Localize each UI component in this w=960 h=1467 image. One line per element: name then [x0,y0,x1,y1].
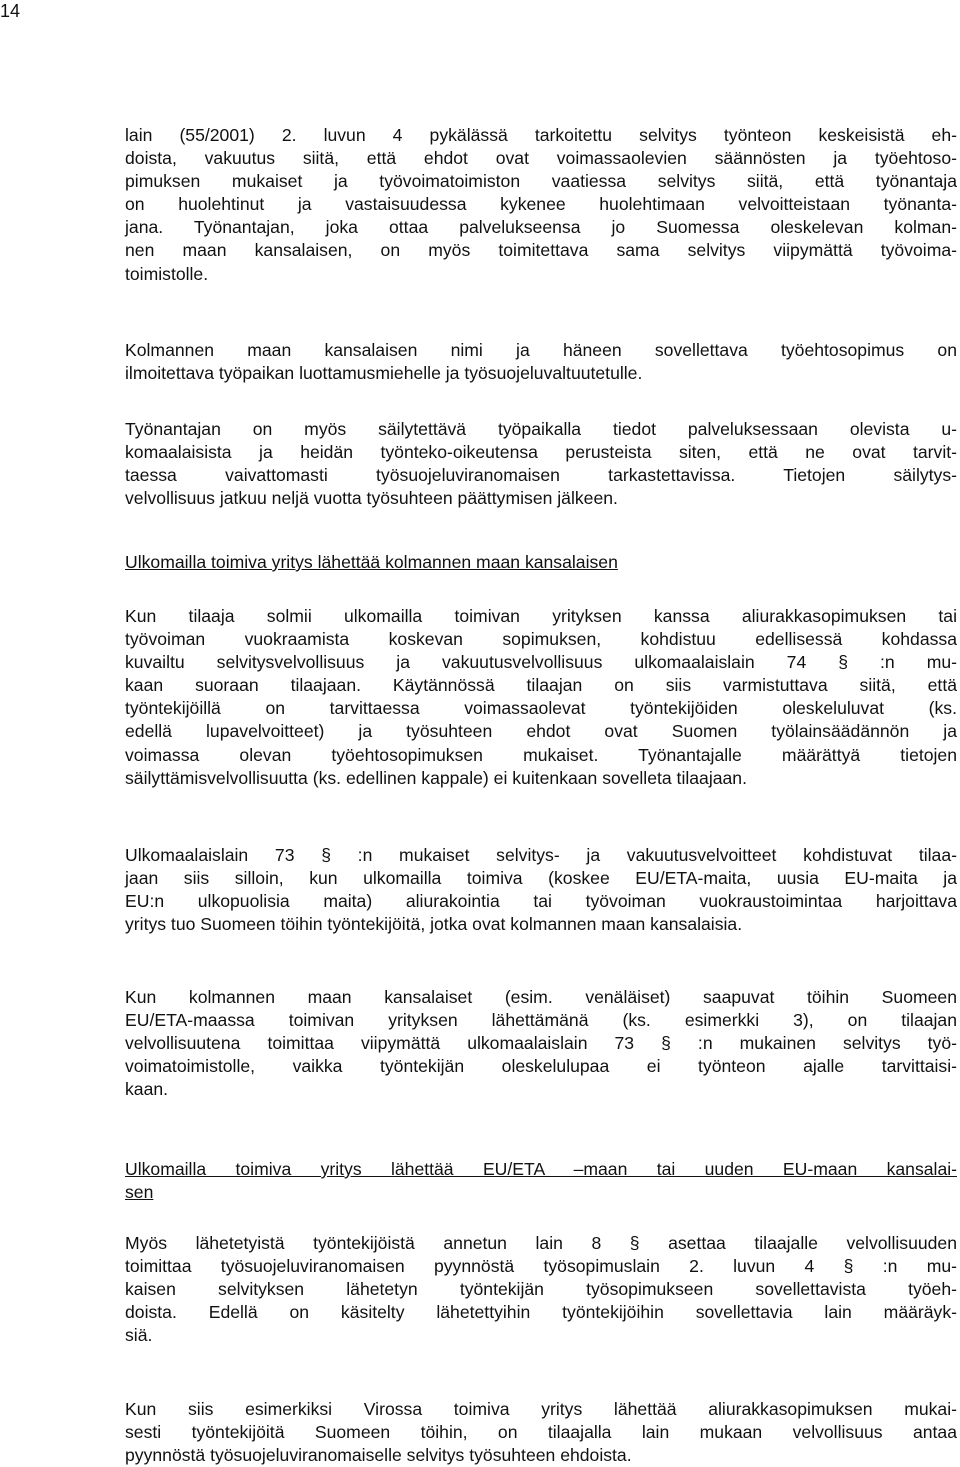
text-line: velvollisuutena toimittaa viipymättä ulkomaalaislain 73 § :n mukainen selvitys työ- [125,1033,957,1054]
text-line: jaan siis silloin, kun ulkomailla toimiva (koskee EU/ETA-maita, uusia EU-maita ja [125,868,957,889]
text-line: yritys tuo Suomeen töihin työntekijöitä, jotka ovat kolmannen maan kansalaisia. [125,914,743,935]
paragraph [125,1398,957,1467]
text-line: toimistolle. [125,263,209,284]
text-line: säilyttämisvelvollisuutta (ks. edellinen kappale) ei kuitenkaan sovelleta tilaajaan. [125,767,747,788]
text-line: jana. Työnantajan, joka ottaa palvelukseensa jo Suomessa oleskelevan kolman- [125,217,957,238]
text-line: doista. Edellä on käsitelty lähetettyihin työntekijöihin sovellettavia lain määräyk- [125,1302,957,1323]
text-line: siä. [125,1325,153,1346]
text-line: kaan suoraan tilaajaan. Käytännössä tilaajan on siis varmistuttava siitä, että [125,675,957,696]
text-line: Kolmannen maan kansalaisen nimi ja häneen sovellettava työehtosopimus on [125,340,957,360]
section-heading [125,551,957,574]
text-line: työntekijöillä on tarvittaessa voimassaolevat työntekijöiden oleskeluluvat (ks. [125,698,957,719]
paragraph [125,339,957,385]
text-line: kuvailtu selvitysvelvollisuus ja vakuutusvelvollisuus ulkomaalaislain 74 § :n mu- [125,652,957,673]
text-line: kaan. [125,1079,169,1100]
text-line: on huolehtinut ja vastaisuudessa kykenee huolehtimaan velvoitteistaan työnanta- [125,194,957,215]
text-line: voimassa olevan työehtosopimuksen mukaiset. Työnantajalle määrättyä tietojen [125,744,957,765]
paragraph [125,605,957,790]
text-line: Työnantajan on myös säilytettävä työpaikalla tiedot palveluksessaan olevista u- [125,419,957,439]
text-line: työvoiman vuokraamista koskevan sopimuksen, kohdistuu edellisessä kohdassa [125,629,957,650]
text-line: Kun tilaaja solmii ulkomailla toimivan yrityksen kanssa aliurakkasopimuksen tai [125,606,957,626]
text-line: doista, vakuutus siitä, että ehdot ovat voimassaolevien säännösten ja työehtoso- [125,148,957,169]
text-line: komaalaisista ja heidän työnteko-oikeutensa perusteista siten, että ne ovat tarvit- [125,442,957,463]
heading-line: Ulkomailla toimiva yritys lähettää EU/ETA –maan tai uuden EU-maan kansalai- [125,1159,957,1179]
text-line: toimittaa työsuojeluviranomaisen pyynnöstä työsopimuslain 2. luvun 4 § :n mu- [125,1256,957,1277]
paragraph [125,418,957,510]
text-line: velvollisuus jatkuu neljä vuotta työsuhteen päättymisen jälkeen. [125,488,618,509]
paragraph [125,986,957,1101]
text-line: voimatoimistolle, vaikka työntekijän oleskelulupaa ei työnteon ajalle tarvittaisi- [125,1056,957,1077]
paragraph [125,1232,957,1347]
text-line: nen maan kansalaisen, on myös toimitettava sama selvitys viipymättä työvoima- [125,240,957,261]
text-line: Kun siis esimerkiksi Virossa toimiva yritys lähettää aliurakkasopimuksen mukai- [125,1399,957,1419]
heading-line: sen [125,1182,154,1203]
text-line: edellä lupavelvoitteet) ja työsuhteen ehdot ovat Suomen työlainsäädännön ja [125,721,957,742]
text-line: taessa vaivattomasti työsuojeluviranomaisen tarkastettavissa. Tietojen säilytys- [125,465,957,486]
text-line: EU:n ulkopuolisia maita) aliurakointia tai työvoiman vuokraustoimintaa harjoittava [125,891,957,912]
paragraph [125,124,957,286]
page-number: 14 [0,1,21,21]
text-line: pimuksen mukaiset ja työvoimatoimiston vaatiessa selvitys siitä, että työnantaja [125,171,957,192]
text-line: lain (55/2001) 2. luvun 4 pykälässä tarkoitettu selvitys työnteon keskeisistä eh- [125,125,957,145]
text-line: Myös lähetetyistä työntekijöistä annetun lain 8 § asettaa tilaajalle velvollisuuden [125,1233,957,1253]
text-line: Ulkomaalaislain 73 § :n mukaiset selvitys- ja vakuutusvelvoitteet kohdistuvat tilaa- [125,845,957,865]
text-line: Kun kolmannen maan kansalaiset (esim. venäläiset) saapuvat töihin Suomeen [125,987,957,1007]
text-line: ilmoitettava työpaikan luottamusmiehelle ja työsuojeluvaltuutetulle. [125,363,643,384]
text-line: sesti työntekijöitä Suomeen töihin, on tilaajalla lain mukaan velvollisuus antaa [125,1422,957,1443]
text-line: pyynnöstä työsuojeluviranomaiselle selvitys työsuhteen ehdoista. [125,1445,632,1466]
paragraph [125,844,957,936]
heading-line: Ulkomailla toimiva yritys lähettää kolmannen maan kansalaisen [125,552,618,572]
section-heading [125,1158,957,1204]
text-line: kaisen selvityksen lähetetyn työntekijän työsopimukseen sovellettavista työeh- [125,1279,957,1300]
text-line: EU/ETA-maassa toimivan yrityksen lähettämänä (ks. esimerkki 3), on tilaajan [125,1010,957,1031]
